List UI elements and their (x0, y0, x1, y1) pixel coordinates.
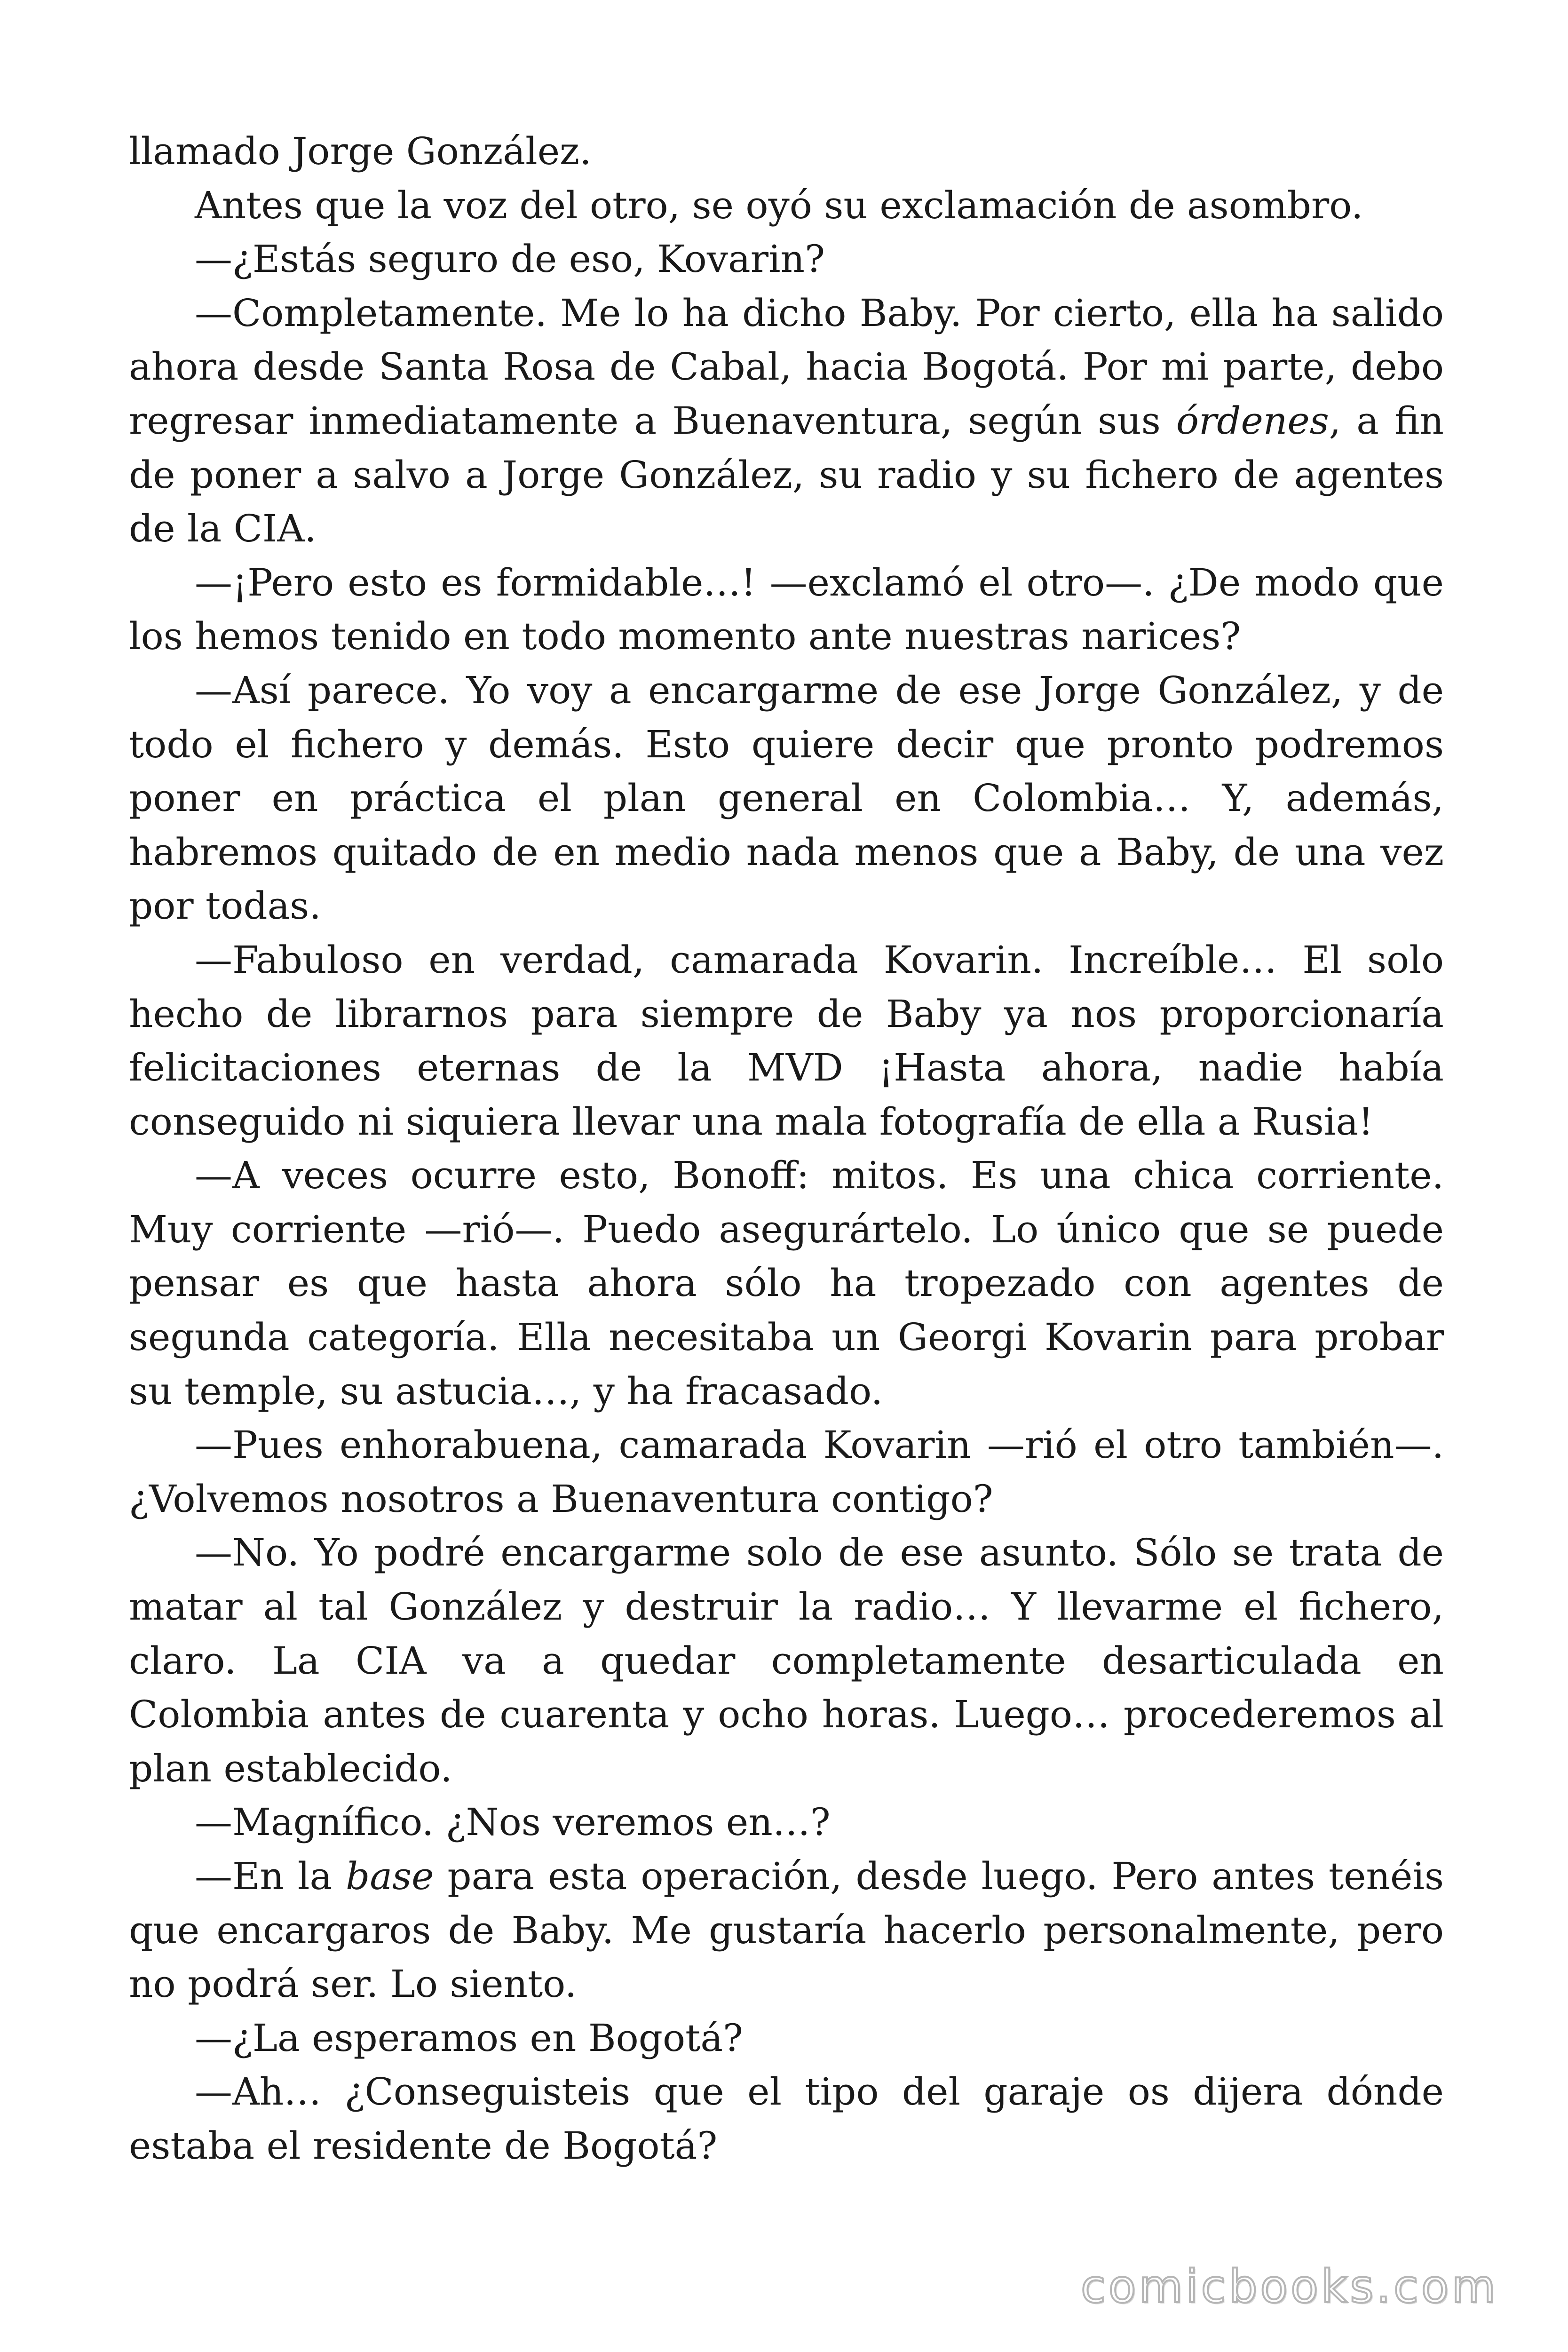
paragraph-text: , a fin de poner a salvo a Jorge González, su radio y su fichero de agentes de la CIA. (129, 398, 1444, 551)
paragraph: llamado Jorge González. (129, 129, 592, 173)
paragraph (129, 286, 1444, 556)
paragraph: —Así parece. Yo voy a encargarme de ese Jorge González, y de todo el fichero y demás. Esto quiere decir que pronto podremos poner en práctica el plan general en Colombia… Y, además, habremos quitado de en medio nada menos que a Baby, de una vez por todas. (129, 668, 1444, 928)
italic-word: órdenes (1176, 398, 1329, 443)
paragraph (129, 1850, 1444, 2011)
paragraph: —No. Yo podré encargarme solo de ese asunto. Sólo se trata de matar al tal González y destruir la radio… Y llevarme el fichero, claro. La CIA va a quedar completamente desarticulada en Colombia antes de cuarenta y ocho horas. Luego… procederemos al plan establecido. (129, 1531, 1444, 1790)
paragraph: —¿Estás seguro de eso, Kovarin? (195, 237, 825, 281)
paragraph-text: para esta operación, desde luego. Pero antes tenéis que encargaros de Baby. Me gustaría hacerlo personalmente, pero no podrá ser. Lo siento. (129, 1854, 1444, 2006)
watermark: comicbooks.com (1080, 2260, 1498, 2313)
paragraph: —¿La esperamos en Bogotá? (195, 2016, 743, 2060)
paragraph: —¡Pero esto es formidable…! —exclamó el otro—. ¿De modo que los hemos tenido en todo momento ante nuestras narices? (129, 560, 1444, 659)
paragraph-text: —Completamente. Me lo ha dicho Baby. Por cierto, ella ha salido ahora desde Santa Rosa de Cabal, hacia Bogotá. Por mi parte, debo regresar inmediatamente a Buenaventura, según sus (129, 291, 1444, 443)
paragraph-text: —En la (195, 1854, 346, 1898)
body-text (129, 125, 1444, 2173)
paragraph: Antes que la voz del otro, se oyó su exclamación de asombro. (195, 183, 1363, 227)
paragraph: —Magnífico. ¿Nos veremos en…? (195, 1800, 831, 1844)
italic-word: base (346, 1854, 434, 1898)
paragraph: —Ah… ¿Conseguisteis que el tipo del garaje os dijera dónde estaba el residente de Bogotá? (129, 2070, 1444, 2168)
paragraph: —A veces ocurre esto, Bonoff: mitos. Es una chica corriente. Muy corriente —rió—. Puedo asegurártelo. Lo único que se puede pensar es que hasta ahora sólo ha tropezado con agentes de segunda categoría. Ella necesitaba un Georgi Kovarin para probar su temple, su astucia…, y ha fracasado. (129, 1153, 1444, 1413)
paragraph: —Fabuloso en verdad, camarada Kovarin. Increíble… El solo hecho de librarnos para siempre de Baby ya nos proporcionaría felicitaciones eternas de la MVD ¡Hasta ahora, nadie había conseguido ni siquiera llevar una mala fotografía de ella a Rusia! (129, 938, 1444, 1144)
paragraph: —Pues enhorabuena, camarada Kovarin —rió el otro también—. ¿Volvemos nosotros a Buenaventura contigo? (129, 1423, 1444, 1521)
